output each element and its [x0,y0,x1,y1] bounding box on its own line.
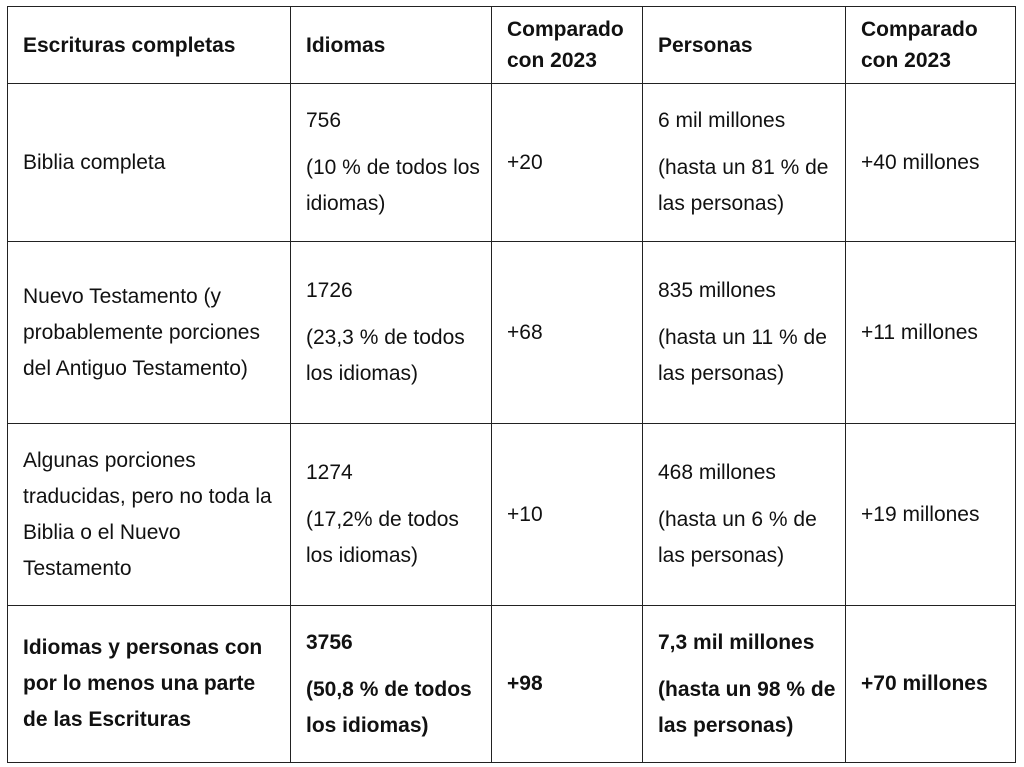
header-row [8,7,1016,84]
people-count: 7,3 mil millones [658,630,815,654]
table-row-some-portions [8,424,1016,606]
header-category: Escrituras completas [8,7,291,84]
languages-count: 1274 [306,461,353,484]
people-change-cell: +19 millones [846,424,1016,606]
people-share: (hasta un 98 % de las personas) [658,677,836,737]
people-count: 835 millones [658,279,776,302]
people-change-cell: +11 millones [846,242,1016,424]
languages-count: 756 [306,109,342,132]
languages-change-cell: +20 [492,84,643,242]
scripture-access-table [7,6,1016,763]
category-cell: Nuevo Testamento (y probablemente porciones del Antiguo Testamento) [8,242,291,424]
languages-cell [291,242,492,424]
header-people: Personas [643,7,846,84]
table-row-new-testament [8,242,1016,424]
category-cell: Biblia completa [8,84,291,242]
people-count: 6 mil millones [658,109,786,132]
people-change-cell: +40 millones [846,84,1016,242]
header-languages: Idiomas [291,7,492,84]
header-languages-change: Comparado con 2023 [492,7,643,84]
languages-count: 3756 [306,630,353,654]
languages-share: (23,3 % de todos los idiomas) [306,326,465,385]
languages-share: (50,8 % de todos los idiomas) [306,677,472,737]
languages-change-cell: +10 [492,424,643,606]
languages-share: (10 % de todos los idiomas) [306,156,480,215]
people-cell [643,242,846,424]
header-people-change: Comparado con 2023 [846,7,1016,84]
languages-change-cell: +98 [492,606,643,763]
people-share: (hasta un 81 % de las personas) [658,156,829,215]
people-cell [643,84,846,242]
category-cell: Idiomas y personas con por lo menos una parte de las Escrituras [8,606,291,763]
table-row-complete-bible [8,84,1016,242]
table-row-total [8,606,1016,763]
people-share: (hasta un 11 % de las personas) [658,326,827,385]
people-change-cell: +70 millones [846,606,1016,763]
languages-cell [291,606,492,763]
category-cell: Algunas porciones traducidas, pero no toda la Biblia o el Nuevo Testamento [8,424,291,606]
languages-cell [291,424,492,606]
languages-share: (17,2% de todos los idiomas) [306,508,459,567]
people-count: 468 millones [658,461,776,484]
languages-change-cell: +68 [492,242,643,424]
people-cell [643,606,846,763]
people-share: (hasta un 6 % de las personas) [658,508,817,567]
languages-count: 1726 [306,279,353,302]
people-cell [643,424,846,606]
languages-cell [291,84,492,242]
